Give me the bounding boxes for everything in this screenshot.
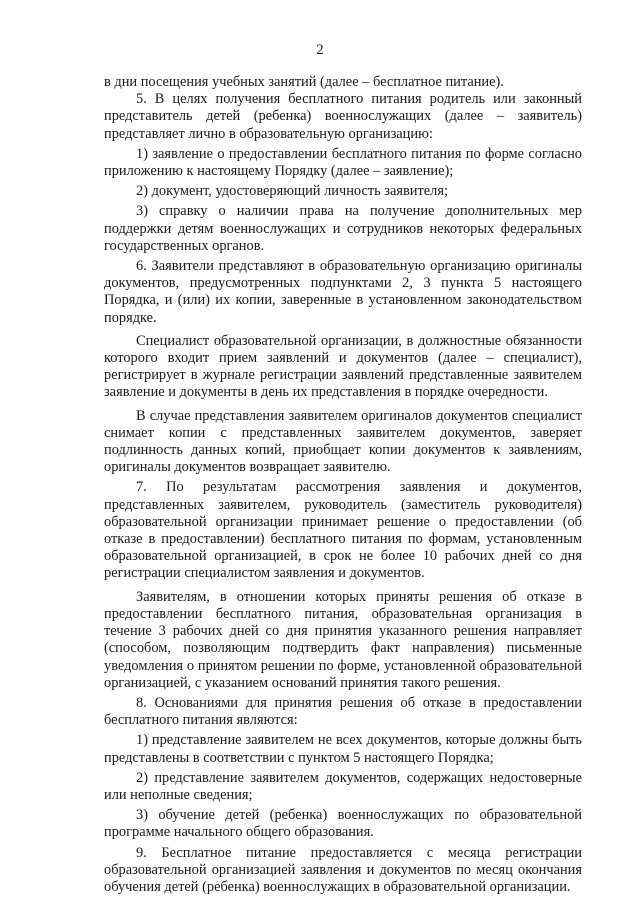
subitem-8-3: 3) обучение детей (ребенка) военнослужащих по образовательной программе начального общего образования. <box>104 807 582 841</box>
subitem-8-2: 2) представление заявителем документов, содержащих недостоверные или неполные сведения; <box>104 769 582 803</box>
paragraph-item-8: 8. Основаниями для принятия решения об отказе в предоставлении бесплатного питания являются: <box>104 694 582 729</box>
paragraph-item-7: 7. По результатам рассмотрения заявления и документов, представленных заявителем, руководитель (заместитель руководителя) образовательной организации принимает решение о предоставлении (об отказе в предоставлении) бесплатного питания по формам, установленным образовательной организацией, в срок не более 10 рабочих дней со дня регистрации специалистом заявления и документов. <box>104 479 582 582</box>
paragraph-continuation: в дни посещения учебных занятий (далее – бесплатное питание). <box>104 74 504 90</box>
subitem-8-1: 1) представление заявителем не всех документов, которые должны быть представлены в соответствии с пунктом 5 настоящего Порядка; <box>104 732 582 766</box>
subitem-5-3: 3) справку о наличии права на получение дополнительных мер поддержки детям военнослужащих и сотрудников некоторых федеральных государственных органов. <box>104 203 582 254</box>
subitem-5-1: 1) заявление о предоставлении бесплатного питания по форме согласно приложению к настоящему Порядку (далее – заявление); <box>104 145 582 180</box>
paragraph-item-6: 6. Заявители представляют в образовательную организацию оригиналы документов, предусмотренных подпунктами 2, 3 пункта 5 настоящего Порядка, и (или) их копии, заверенные в установленном законодательством порядке. <box>104 258 582 326</box>
paragraph-originals: В случае представления заявителем оригиналов документов специалист снимает копии с представленных заявителем документов, заверяет подлинность данных копий, приобщает копии документов к заявлениям, оригиналы документов возвращает заявителю. <box>104 407 582 476</box>
paragraph-item-5: 5. В целях получения бесплатного питания родитель или законный представитель детей (ребенка) военнослужащих (далее – заявитель) представляет лично в образовательную организацию: <box>104 91 582 142</box>
paragraph-refusal-notice: Заявителям, в отношении которых приняты решения об отказе в предоставлении бесплатного питания, образовательная организация в течение 3 рабочих дней со дня принятия указанного решения направляет (способом, позволяющим подтвердить факт направления) письменные уведомления о принятом решении по форме, установленной образовательной организацией, с указанием оснований принятия такого решения. <box>104 588 582 691</box>
subitem-5-2: 2) документ, удостоверяющий личность заявителя; <box>136 183 448 200</box>
paragraph-item-9: 9. Бесплатное питание предоставляется с месяца регистрации образовательной организацией заявления и документов по месяц окончания обучения детей (ребенка) военнослужащих в образовательной организации. <box>104 844 582 895</box>
document-body <box>104 74 582 896</box>
paragraph-specialist: Специалист образовательной организации, в должностные обязанности которого входит прием заявлений и документов (далее – специалист), регистрирует в журнале регистрации заявлений представленные заявителем заявление и документы в день их представления в порядке очередности. <box>104 332 582 401</box>
page-number: 2 <box>316 42 324 58</box>
